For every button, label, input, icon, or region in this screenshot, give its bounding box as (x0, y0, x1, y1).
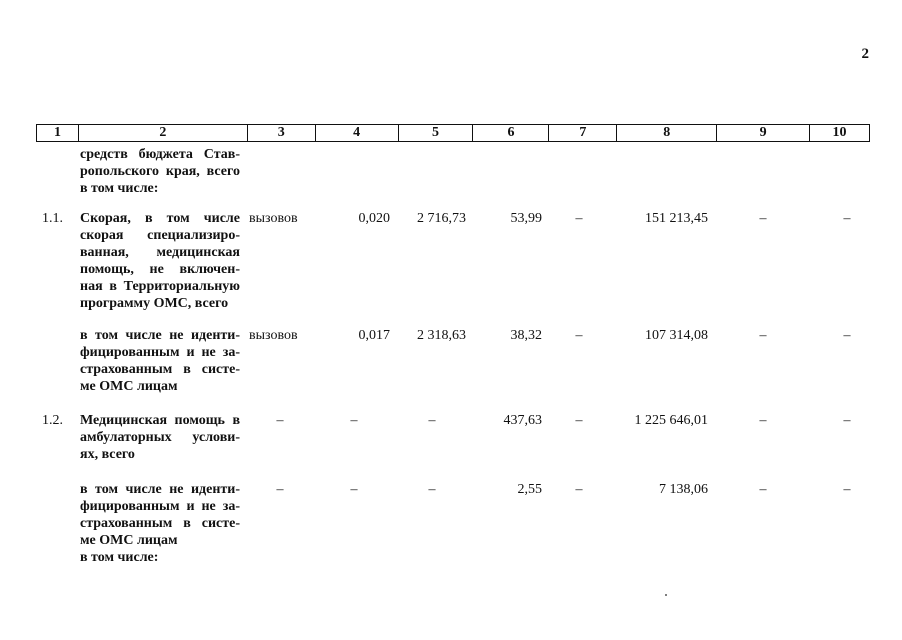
row-number: 1.2. (42, 413, 63, 428)
header-cell-8: 8 (617, 125, 717, 141)
value-cell-5: – (428, 413, 436, 428)
value-cell-9: – (759, 328, 767, 343)
value-cell-4: 0,020 (358, 211, 390, 226)
value-cell-5: 2 716,73 (417, 211, 466, 226)
row-name (80, 327, 240, 395)
value-cell-10: – (843, 328, 851, 343)
unit-cell: вызовов (249, 328, 298, 343)
scan-speck (665, 594, 667, 596)
name-line: фицированным и не за- (80, 345, 240, 360)
name-line: фицированным и не за- (80, 499, 240, 514)
name-line: в том числе: (80, 181, 159, 196)
name-line: ванная, медицинская (80, 245, 240, 260)
value-cell-6: 2,55 (517, 482, 542, 497)
row-number: 1.1. (42, 211, 63, 226)
name-line: амбулаторных услови- (80, 430, 240, 445)
unit-cell: – (276, 482, 284, 497)
value-cell-6: 38,32 (510, 328, 542, 343)
name-line: ме ОМС лицам (80, 379, 178, 394)
row-name (80, 412, 240, 463)
header-cell-9: 9 (717, 125, 810, 141)
unit-cell: вызовов (249, 211, 298, 226)
name-line: средств бюджета Став- (80, 147, 240, 162)
name-line: Скорая, в том числе (80, 211, 240, 226)
name-line: Медицинская помощь в (80, 413, 240, 428)
header-cell-7: 7 (549, 125, 617, 141)
header-cell-4: 4 (316, 125, 399, 141)
name-line: в том числе: (80, 550, 159, 565)
value-cell-9: – (759, 482, 767, 497)
value-cell-4: – (350, 482, 358, 497)
value-cell-7: – (575, 211, 583, 226)
name-line: страхованным в систе- (80, 362, 240, 377)
name-line: программу ОМС, всего (80, 296, 229, 311)
name-line: в том числе не иденти- (80, 482, 240, 497)
row-name (80, 146, 240, 197)
value-cell-10: – (843, 482, 851, 497)
unit-cell: – (276, 413, 284, 428)
name-line: страхованным в систе- (80, 516, 240, 531)
value-cell-7: – (575, 482, 583, 497)
name-line: скорая специализиро- (80, 228, 240, 243)
header-cell-10: 10 (832, 125, 847, 140)
header-cell-2: 2 (79, 125, 248, 141)
value-cell-10: – (843, 211, 851, 226)
value-cell-9: – (759, 211, 767, 226)
value-cell-8: 107 314,08 (645, 328, 708, 343)
row-name (80, 210, 240, 312)
value-cell-7: – (575, 413, 583, 428)
page-number: 2 (861, 46, 869, 62)
value-cell-6: 437,63 (503, 413, 542, 428)
header-cell-3: 3 (248, 125, 316, 141)
value-cell-6: 53,99 (510, 211, 542, 226)
name-line: ная в Территориальную (80, 279, 240, 294)
header-cell-1: 1 (37, 125, 79, 141)
value-cell-4: – (350, 413, 358, 428)
value-cell-4: 0,017 (358, 328, 390, 343)
value-cell-8: 151 213,45 (645, 211, 708, 226)
name-line: ропольского края, всего (80, 164, 240, 179)
name-line: помощь, не включен- (80, 262, 240, 277)
value-cell-5: – (428, 482, 436, 497)
name-line: в том числе не иденти- (80, 328, 240, 343)
value-cell-5: 2 318,63 (417, 328, 466, 343)
table-header-row (36, 124, 870, 142)
value-cell-7: – (575, 328, 583, 343)
value-cell-10: – (843, 413, 851, 428)
header-cell-6: 6 (473, 125, 549, 141)
name-line: ме ОМС лицам (80, 533, 178, 548)
row-name (80, 481, 240, 566)
value-cell-9: – (759, 413, 767, 428)
value-cell-8: 7 138,06 (659, 482, 708, 497)
name-line: ях, всего (80, 447, 135, 462)
value-cell-8: 1 225 646,01 (634, 413, 708, 428)
header-cell-5: 5 (399, 125, 474, 141)
